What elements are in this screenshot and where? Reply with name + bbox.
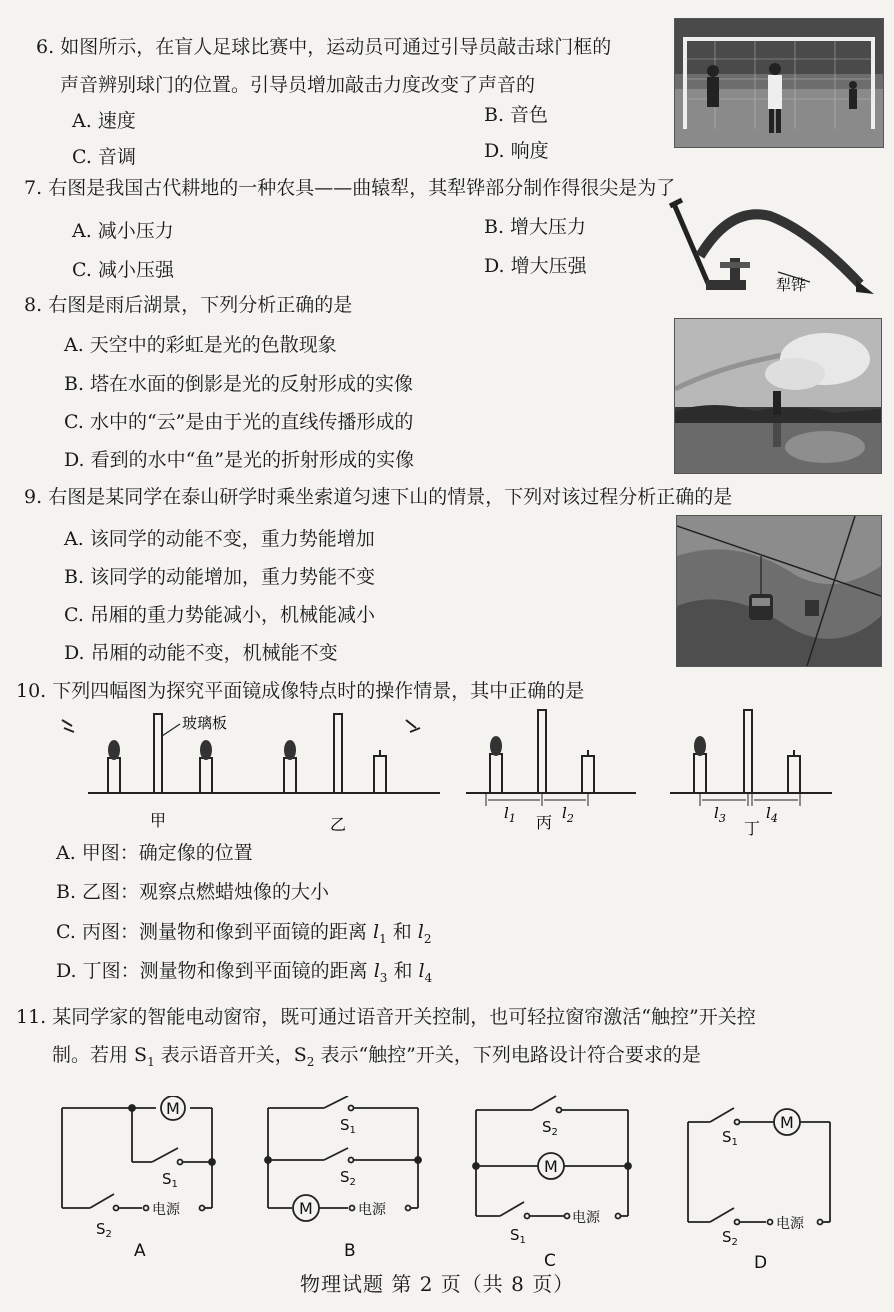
fig-label-jia: 甲 — [150, 811, 167, 830]
svg-text:M: M — [780, 1113, 794, 1132]
svg-text:S1: $S_1$ — [340, 1116, 356, 1136]
svg-text:S2: $S_2$ — [722, 1228, 738, 1248]
q7-stem: 7. 右图是我国古代耕地的一种农具——曲辕犁，其犁铧部分制作得很尖是为了 — [24, 177, 676, 199]
q10-option-b[interactable]: B. 乙图：观察点燃蜡烛像的大小 — [56, 881, 330, 903]
q6-option-b[interactable]: B. 音色 — [484, 104, 549, 126]
lake-rainbow-photo — [674, 318, 882, 474]
q10-option-c[interactable]: C. 丙图：测量物和像到平面镜的距离 $l_1$ 和 $l_2$ — [56, 921, 432, 946]
svg-text:l2: $l_2$ — [562, 804, 574, 825]
svg-text:电源: 电源 — [776, 1216, 804, 1232]
q6-option-a[interactable]: A. 速度 — [72, 110, 136, 132]
svg-text:电源: 电源 — [572, 1210, 600, 1226]
svg-text:电源: 电源 — [358, 1202, 386, 1218]
q11-stem-line2: 制。若用 $S_1$ 表示语音开关，$S_2$ 表示“触控”开关，下列电路设计符合要求的是 — [52, 1044, 701, 1069]
circuit-a[interactable] — [56, 1096, 226, 1266]
q6-option-d[interactable]: D. 响度 — [484, 140, 549, 162]
q9-stem: 9. 右图是某同学在泰山研学时乘坐索道匀速下山的情景，下列对该过程分析正确的是 — [24, 486, 733, 508]
svg-text:B: B — [344, 1241, 356, 1261]
q10-option-a[interactable]: A. 甲图：确定像的位置 — [56, 842, 253, 864]
svg-text:S2: $S_2$ — [340, 1168, 356, 1188]
q6-stem-line2: 声音辨别球门的位置。引导员增加敲击力度改变了声音的 — [60, 74, 536, 96]
page-footer: 物理试题 第 2 页（共 8 页） — [300, 1272, 575, 1296]
q7-option-c[interactable]: C. 减小压强 — [72, 259, 174, 281]
circuit-b[interactable] — [262, 1096, 432, 1266]
svg-text:M: M — [166, 1099, 180, 1118]
svg-text:l4: $l_4$ — [766, 804, 778, 825]
mirror-experiment-figures — [54, 706, 834, 836]
blind-football-photo — [674, 18, 884, 148]
svg-text:D: D — [754, 1253, 768, 1273]
q8-stem: 8. 右图是雨后湖景，下列分析正确的是 — [24, 294, 353, 316]
q7-option-a[interactable]: A. 减小压力 — [72, 220, 174, 242]
svg-text:S1: $S_1$ — [510, 1226, 526, 1246]
q11-stem-line1: 11. 某同学家的智能电动窗帘，既可通过语音开关控制，也可轻拉窗帘激活“触控”开关控 — [16, 1006, 756, 1028]
svg-text:M: M — [544, 1157, 558, 1176]
svg-text:S2: $S_2$ — [96, 1220, 112, 1240]
fig-label-yi: 乙 — [330, 815, 347, 834]
q9-option-b[interactable]: B. 该同学的动能增加，重力势能不变 — [64, 566, 376, 588]
q9-option-d[interactable]: D. 吊厢的动能不变，机械能不变 — [64, 642, 338, 664]
svg-text:l3: $l_3$ — [714, 804, 726, 825]
q6-option-c[interactable]: C. 音调 — [72, 146, 136, 168]
svg-text:S2: $S_2$ — [542, 1118, 558, 1138]
q8-option-d[interactable]: D. 看到的水中“鱼”是光的折射形成的实像 — [64, 449, 415, 471]
cable-car-photo — [676, 515, 882, 667]
svg-text:S1: $S_1$ — [722, 1128, 738, 1148]
q7-option-d[interactable]: D. 增大压强 — [484, 255, 587, 277]
svg-text:电源: 电源 — [152, 1202, 180, 1218]
svg-text:C: C — [544, 1251, 556, 1271]
q9-option-a[interactable]: A. 该同学的动能不变，重力势能增加 — [64, 528, 375, 550]
q7-option-b[interactable]: B. 增大压力 — [484, 216, 587, 238]
svg-text:M: M — [299, 1199, 313, 1218]
circuit-d[interactable] — [680, 1096, 840, 1276]
q10-stem: 10. 下列四幅图为探究平面镜成像特点时的操作情景，其中正确的是 — [16, 680, 585, 702]
q9-option-c[interactable]: C. 吊厢的重力势能减小，机械能减小 — [64, 604, 375, 626]
q8-option-c[interactable]: C. 水中的“云”是由于光的直线传播形成的 — [64, 411, 414, 433]
svg-text:l1: $l_1$ — [504, 804, 516, 825]
svg-text:A: A — [134, 1241, 146, 1261]
plowshare-label: 犁铧 — [776, 276, 807, 294]
fig-label-bing: 丙 — [536, 813, 553, 832]
q6-stem-line1: 6. 如图所示，在盲人足球比赛中，运动员可通过引导员敲击球门框的 — [36, 36, 612, 58]
q8-option-b[interactable]: B. 塔在水面的倒影是光的反射形成的实像 — [64, 373, 414, 395]
q10-option-d[interactable]: D. 丁图：测量物和像到平面镜的距离 $l_3$ 和 $l_4$ — [56, 960, 433, 985]
svg-text:S1: $S_1$ — [162, 1170, 178, 1190]
q8-option-a[interactable]: A. 天空中的彩虹是光的色散现象 — [64, 334, 337, 356]
fig-label-ding: 丁 — [744, 819, 761, 836]
circuit-c[interactable] — [470, 1086, 640, 1272]
glass-plate-label: 玻璃板 — [182, 714, 228, 732]
curved-plow-figure — [660, 196, 880, 306]
